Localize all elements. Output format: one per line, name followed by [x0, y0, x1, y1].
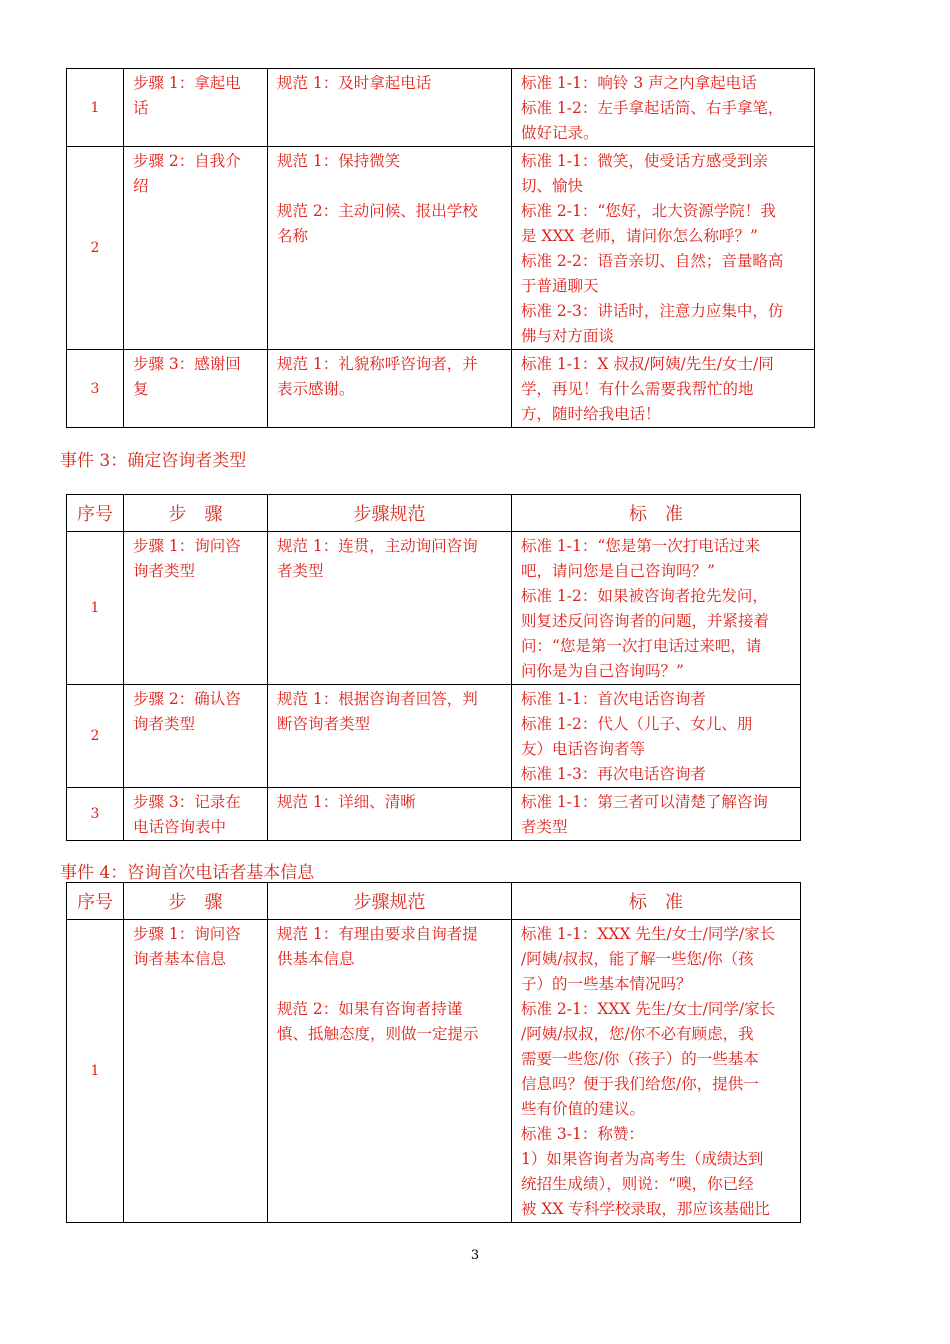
step-text-line: 询者基本信息: [133, 950, 227, 968]
standard-text-line: 子）的一些基本情况吗？: [521, 975, 692, 993]
standard-text-line: 问你是为自己咨询吗？”: [521, 662, 684, 680]
standard-text-line: 被 XX 专科学校录取，那应该基础比: [521, 1200, 770, 1218]
row-number: 1: [67, 920, 124, 1223]
step-text-line: 询者类型: [133, 715, 196, 733]
table-event2-continuation: [66, 68, 815, 428]
standard-text-line: 标准 1-1：首次电话咨询者: [521, 690, 706, 708]
standard-text-line: 统招生成绩），则说：“噢，你已经: [521, 1175, 754, 1193]
standard-text-line: 则复述反问咨询者的问题，并紧接着: [521, 612, 770, 630]
table-row: [67, 69, 815, 147]
norm-text-line: 规范 1：根据咨询者回答，判: [277, 690, 478, 708]
cell-step: [124, 350, 268, 428]
step-text-line: 电话咨询表中: [133, 818, 227, 836]
standard-text-line: 1）如果咨询者为高考生（成绩达到: [521, 1150, 764, 1168]
standard-text-line: 是 XXX 老师，请问你怎么称呼？”: [521, 227, 758, 245]
event4-heading: 事件 4：咨询首次电话者基本信息: [60, 863, 315, 883]
standard-text-line: 者类型: [521, 818, 568, 836]
cell-standard: [512, 532, 801, 685]
step-text-line: 询者类型: [133, 562, 196, 580]
header-step: 步 骤: [124, 883, 268, 920]
norm-text-line: 规范 1：连贯，主动询问咨询: [277, 537, 478, 555]
step-text-line: 复: [133, 380, 149, 398]
standard-text-line: 问：“您是第一次打电话过来吧，请: [521, 637, 762, 655]
row-number: 1: [67, 532, 124, 685]
cell-standard: [512, 350, 815, 428]
row-number: 3: [67, 788, 124, 841]
norm-text-line: 断咨询者类型: [277, 715, 371, 733]
standard-text-line: 学，再见！有什么需要我帮忙的地: [521, 380, 754, 398]
header-num: 序号: [67, 883, 124, 920]
cell-standard: [512, 69, 815, 147]
row-number: 2: [67, 685, 124, 788]
table-header-row: [67, 495, 801, 532]
standard-text-line: 于普通聊天: [521, 277, 599, 295]
table-row: [67, 685, 801, 788]
row-number: 3: [67, 350, 124, 428]
step-text-line: 步骤 3：感谢回: [133, 355, 241, 373]
norm-text-line: 供基本信息: [277, 950, 355, 968]
standard-text-line: 标准 2-1：XXX 先生/女士/同学/家长: [521, 1000, 776, 1018]
cell-step: [124, 147, 268, 350]
norm-text-line: 慎、抵触态度，则做一定提示: [277, 1025, 479, 1043]
standard-text-line: 标准 1-2：代人（儿子、女儿、朋: [521, 715, 753, 733]
norm-text-line: 规范 1：详细、清晰: [277, 793, 416, 811]
norm-text-line: 规范 2：如果有咨询者持谨: [277, 1000, 463, 1018]
standard-text-line: 标准 2-2：语音亲切、自然；音量略高: [521, 252, 784, 270]
norm-text-line: 规范 1：及时拿起电话: [277, 74, 432, 92]
header-standard: 标 准: [512, 495, 801, 532]
standard-text-line: /阿姨/叔叔，您/你不必有顾虑，我: [521, 1025, 754, 1043]
table-row: [67, 920, 801, 1223]
page-number: 3: [470, 1248, 480, 1263]
norm-text-line: 规范 1：保持微笑: [277, 152, 401, 170]
norm-text-line: 规范 1：礼貌称呼咨询者，并: [277, 355, 478, 373]
table-body: [67, 532, 801, 841]
step-text-line: 步骤 1：询问咨: [133, 925, 241, 943]
cell-standard: [512, 920, 801, 1223]
step-text-line: 步骤 3：记录在: [133, 793, 241, 811]
row-number: 1: [67, 69, 124, 147]
cell-norm: [268, 147, 512, 350]
standard-text-line: 友）电话咨询者等: [521, 740, 646, 758]
header-step: 步 骤: [124, 495, 268, 532]
standard-text-line: 做好记录。: [521, 124, 599, 142]
standard-text-line: /阿姨/叔叔，能了解一些您/你（孩: [521, 950, 754, 968]
header-standard: 标 准: [512, 883, 801, 920]
cell-norm: [268, 350, 512, 428]
cell-step: [124, 788, 268, 841]
norm-text-line: 规范 1：有理由要求自询者提: [277, 925, 478, 943]
standard-text-line: 标准 2-1：“您好，北大资源学院！我: [521, 202, 776, 220]
standard-text-line: 标准 1-1：微笑，使受话方感受到亲: [521, 152, 768, 170]
norm-text-line: 规范 2：主动问候、报出学校: [277, 202, 478, 220]
standard-text-line: 标准 1-1：XXX 先生/女士/同学/家长: [521, 925, 776, 943]
cell-standard: [512, 147, 815, 350]
table-body: [67, 69, 815, 428]
norm-text-line: 名称: [277, 227, 309, 245]
header-norm: 步骤规范: [268, 495, 512, 532]
cell-standard: [512, 788, 801, 841]
standard-text-line: 标准 1-1：第三者可以清楚了解咨询: [521, 793, 768, 811]
standard-text-line: 需要一些您/你（孩子）的一些基本: [521, 1050, 759, 1068]
standard-text-line: 标准 1-3：再次电话咨询者: [521, 765, 706, 783]
table-event3: [66, 494, 801, 841]
table-header-row: [67, 883, 801, 920]
cell-norm: [268, 920, 512, 1223]
table-row: [67, 788, 801, 841]
table-row: [67, 350, 815, 428]
step-text-line: 步骤 2：自我介: [133, 152, 241, 170]
cell-step: [124, 69, 268, 147]
standard-text-line: 标准 2-3：讲话时，注意力应集中，仿: [521, 302, 784, 320]
event3-heading: 事件 3：确定咨询者类型: [60, 451, 247, 471]
cell-norm: [268, 685, 512, 788]
standard-text-line: 标准 1-1：“您是第一次打电话过来: [521, 537, 761, 555]
cell-step: [124, 532, 268, 685]
standard-text-line: 方，随时给我电话！: [521, 405, 661, 423]
standard-text-line: 佛与对方面谈: [521, 327, 615, 345]
step-text-line: 步骤 1：拿起电: [133, 74, 241, 92]
standard-text-line: 标准 1-2：左手拿起话筒、右手拿笔，: [521, 99, 784, 117]
standard-text-line: 标准 1-1：响铃 3 声之内拿起电话: [521, 74, 757, 92]
table-row: [67, 147, 815, 350]
header-num: 序号: [67, 495, 124, 532]
cell-standard: [512, 685, 801, 788]
cell-norm: [268, 788, 512, 841]
standard-text-line: 吧，请问您是自己咨询吗？”: [521, 562, 715, 580]
norm-text-line: 表示感谢。: [277, 380, 355, 398]
standard-text-line: 标准 1-1：X 叔叔/阿姨/先生/女士/同: [521, 355, 774, 373]
table-event4: [66, 882, 801, 1223]
row-number: 2: [67, 147, 124, 350]
step-text-line: 步骤 1：询问咨: [133, 537, 241, 555]
header-norm: 步骤规范: [268, 883, 512, 920]
cell-norm: [268, 532, 512, 685]
standard-text-line: 切、愉快: [521, 177, 584, 195]
table-row: [67, 532, 801, 685]
cell-step: [124, 920, 268, 1223]
standard-text-line: 信息吗？便于我们给您/你，提供一: [521, 1075, 759, 1093]
standard-text-line: 标准 3-1：称赞：: [521, 1125, 644, 1143]
norm-text-line: 者类型: [277, 562, 324, 580]
standard-text-line: 标准 1-2：如果被咨询者抢先发问，: [521, 587, 768, 605]
step-text-line: 话: [133, 99, 149, 117]
table-body: [67, 920, 801, 1223]
step-text-line: 步骤 2：确认咨: [133, 690, 241, 708]
step-text-line: 绍: [133, 177, 149, 195]
cell-step: [124, 685, 268, 788]
cell-norm: [268, 69, 512, 147]
standard-text-line: 些有价值的建议。: [521, 1100, 646, 1118]
